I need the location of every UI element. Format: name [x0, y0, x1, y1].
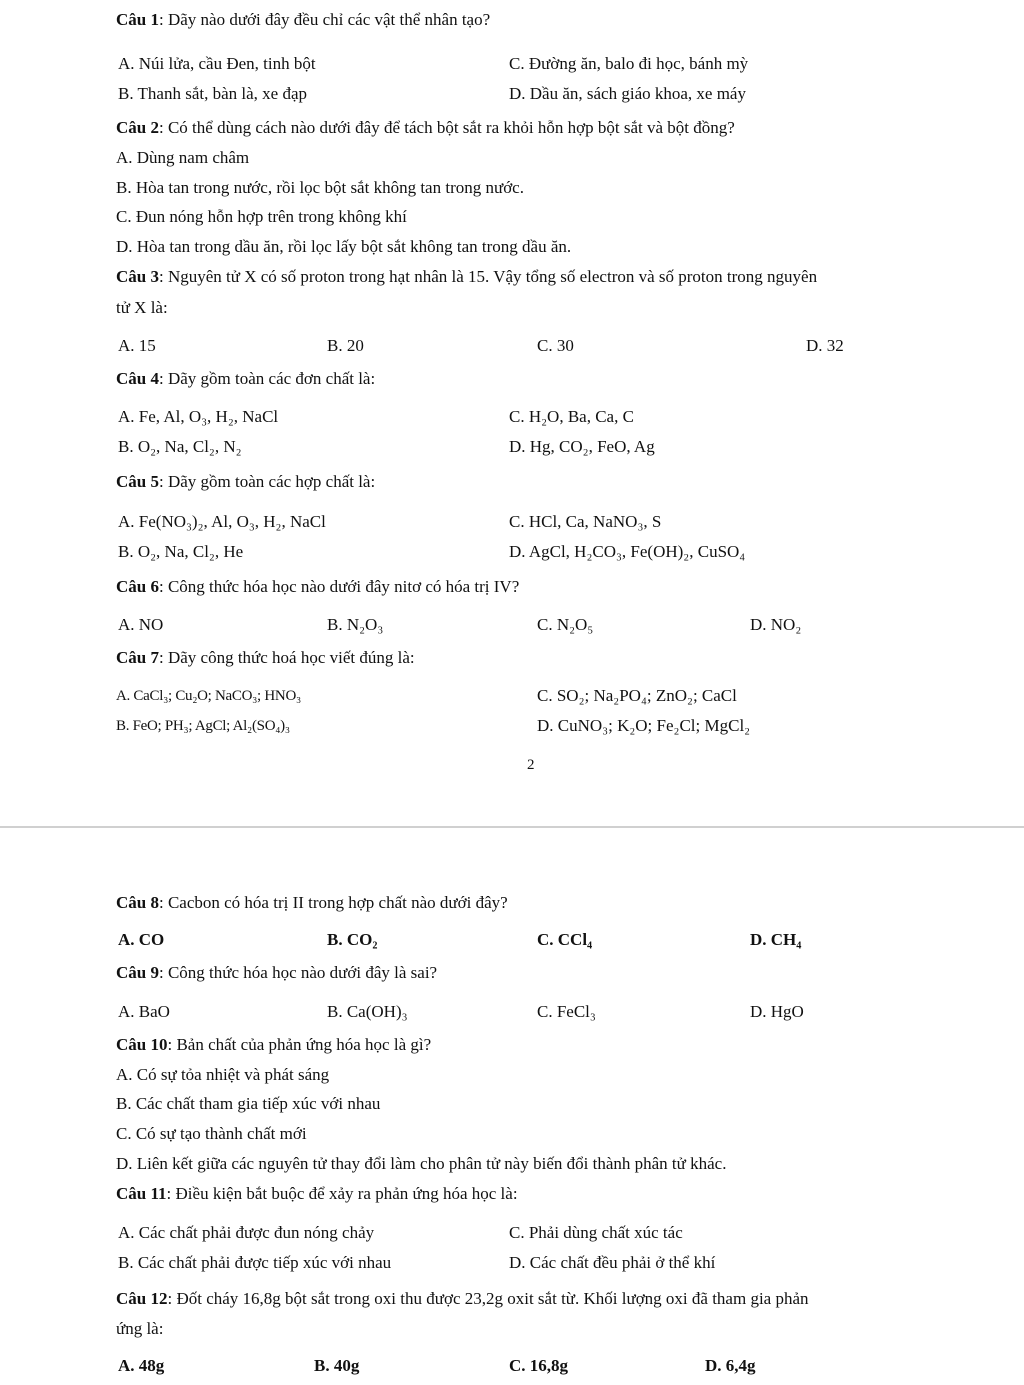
question-number: Câu 3	[116, 267, 159, 286]
option-a: A. 48g	[118, 1356, 165, 1375]
option-b: B. FeO; PH₃; AgCl; Al₂(SO₄)₃	[116, 718, 290, 734]
option-c: C. H₂O, Ba, Ca, C	[509, 407, 634, 426]
option-a: A. 15	[118, 336, 156, 355]
option-c: C. N₂O₅	[537, 615, 594, 634]
question-3	[116, 267, 817, 287]
question-4	[116, 369, 375, 389]
option-d: D. Hg, CO₂, FeO, Ag	[509, 437, 655, 456]
question-7	[116, 648, 415, 668]
option-c: C. HCl, Ca, NaNO₃, S	[509, 512, 662, 531]
option-d: D. AgCl, H₂CO₃, Fe(OH)₂, CuSO₄	[509, 542, 746, 561]
question-text: : Dãy nào dưới đây đều chỉ các vật thể nhân tạo?	[158, 10, 491, 29]
question-number: Câu 2	[116, 118, 159, 137]
question-number: Câu 5	[116, 472, 159, 491]
option-c: C. Đường ăn, balo đi học, bánh mỳ	[509, 54, 749, 73]
option-b: B. CO₂	[327, 930, 378, 949]
option-d: D. 32	[806, 336, 844, 355]
question-5	[116, 472, 375, 492]
option-a: A. NO	[118, 615, 164, 634]
option-d: D. CuNO₃; K₂O; Fe₂Cl; MgCl₂	[537, 716, 751, 735]
option-c: C. Đun nóng hỗn hợp trên trong không khí	[116, 207, 407, 226]
question-1	[116, 10, 490, 30]
question-text: : Công thức hóa học nào dưới đây là sai?	[158, 963, 438, 982]
option-b: B. Thanh sắt, bàn là, xe đạp	[118, 84, 308, 103]
option-b: B. O₂, Na, Cl₂, N₂	[118, 437, 242, 456]
question-12	[116, 1289, 809, 1309]
option-c: C. Có sự tạo thành chất mới	[116, 1124, 307, 1143]
option-b: B. Hòa tan trong nước, rồi lọc bột sắt không tan trong nước.	[116, 178, 524, 197]
option-a: A. Các chất phải được đun nóng chảy	[118, 1223, 375, 1242]
question-number: Câu 8	[116, 893, 159, 912]
option-d: D. HgO	[750, 1002, 804, 1021]
question-number: Câu 1	[116, 10, 159, 29]
question-12-continued: ứng là:	[116, 1319, 164, 1338]
option-c: C. Phải dùng chất xúc tác	[509, 1223, 683, 1242]
question-text: : Dãy công thức hoá học viết đúng là:	[158, 648, 415, 667]
question-text: : Dãy gồm toàn các hợp chất là:	[158, 472, 376, 491]
option-a: A. Fe(NO₃)₂, Al, O₃, H₂, NaCl	[118, 512, 326, 531]
option-c: C. 30	[537, 336, 574, 355]
option-c: C. SO₂; Na₂PO₄; ZnO₂; CaCl	[537, 686, 737, 705]
option-b: B. 20	[327, 336, 364, 355]
question-number: Câu 7	[116, 648, 159, 667]
question-number: Câu 6	[116, 577, 159, 596]
option-b: B. Ca(OH)₃	[327, 1002, 408, 1021]
option-a: A. Núi lửa, cầu Đen, tinh bột	[118, 54, 316, 73]
option-b: B. 40g	[314, 1356, 360, 1375]
option-b: B. N₂O₃	[327, 615, 384, 634]
question-8	[116, 893, 508, 913]
question-text: : Có thể dùng cách nào dưới đây để tách bột sắt ra khỏi hỗn hợp bột sắt và bột đồng?	[158, 118, 735, 137]
exam-page-2	[0, 832, 1024, 1385]
option-c: C. 16,8g	[509, 1356, 569, 1375]
question-text: : Dãy gồm toàn các đơn chất là:	[158, 369, 376, 388]
question-3-continued: tử X là:	[116, 298, 168, 317]
question-number: Câu 10	[116, 1035, 168, 1054]
option-d: D. CH₄	[750, 930, 802, 949]
question-number: Câu 12	[116, 1289, 168, 1308]
question-number: Câu 9	[116, 963, 159, 982]
option-a: A. CO	[118, 930, 165, 949]
option-d: D. Hòa tan trong dầu ăn, rồi lọc lấy bột sắt không tan trong dầu ăn.	[116, 237, 572, 256]
option-a: A. BaO	[118, 1002, 170, 1021]
option-d: D. Các chất đều phải ở thể khí	[509, 1253, 716, 1272]
question-11	[116, 1184, 518, 1204]
option-d: D. 6,4g	[705, 1356, 756, 1375]
question-number: Câu 11	[116, 1184, 167, 1203]
option-c: C. CCl₄	[537, 930, 593, 949]
question-text: : Bản chất của phản ứng hóa học là gì?	[167, 1035, 432, 1054]
option-a: A. Fe, Al, O₃, H₂, NaCl	[118, 407, 279, 426]
option-d: D. NO₂	[750, 615, 802, 634]
question-text: : Công thức hóa học nào dưới đây nitơ có hóa trị IV?	[158, 577, 520, 596]
page-number: 2	[527, 757, 535, 773]
question-6	[116, 577, 519, 597]
page-divider	[0, 826, 1024, 828]
option-d: D. Liên kết giữa các nguyên tử thay đổi làm cho phân tử này biến đổi thành phân tử khác.	[116, 1154, 727, 1173]
option-b: B. O₂, Na, Cl₂, He	[118, 542, 244, 561]
option-a: A. Dùng nam châm	[116, 148, 250, 167]
option-a: A. CaCl₃; Cu₂O; NaCO₃; HNO₃	[116, 688, 301, 704]
question-text: : Nguyên tử X có số proton trong hạt nhân là 15. Vậy tổng số electron và số proton trong nguyên	[158, 267, 818, 286]
option-a: A. Có sự tỏa nhiệt và phát sáng	[116, 1065, 330, 1084]
question-9	[116, 963, 437, 983]
option-c: C. FeCl₃	[537, 1002, 596, 1021]
question-number: Câu 4	[116, 369, 159, 388]
option-b: B. Các chất tham gia tiếp xúc với nhau	[116, 1094, 381, 1113]
option-b: B. Các chất phải được tiếp xúc với nhau	[118, 1253, 392, 1272]
question-2	[116, 118, 735, 138]
option-d: D. Dầu ăn, sách giáo khoa, xe máy	[509, 84, 746, 103]
question-text: : Đốt cháy 16,8g bột sắt trong oxi thu được 23,2g oxit sắt từ. Khối lượng oxi đã tham gia phản	[167, 1289, 809, 1308]
question-text: : Cacbon có hóa trị II trong hợp chất nào dưới đây?	[158, 893, 508, 912]
question-text: : Điều kiện bắt buộc để xảy ra phản ứng hóa học là:	[166, 1184, 518, 1203]
question-10	[116, 1035, 431, 1055]
